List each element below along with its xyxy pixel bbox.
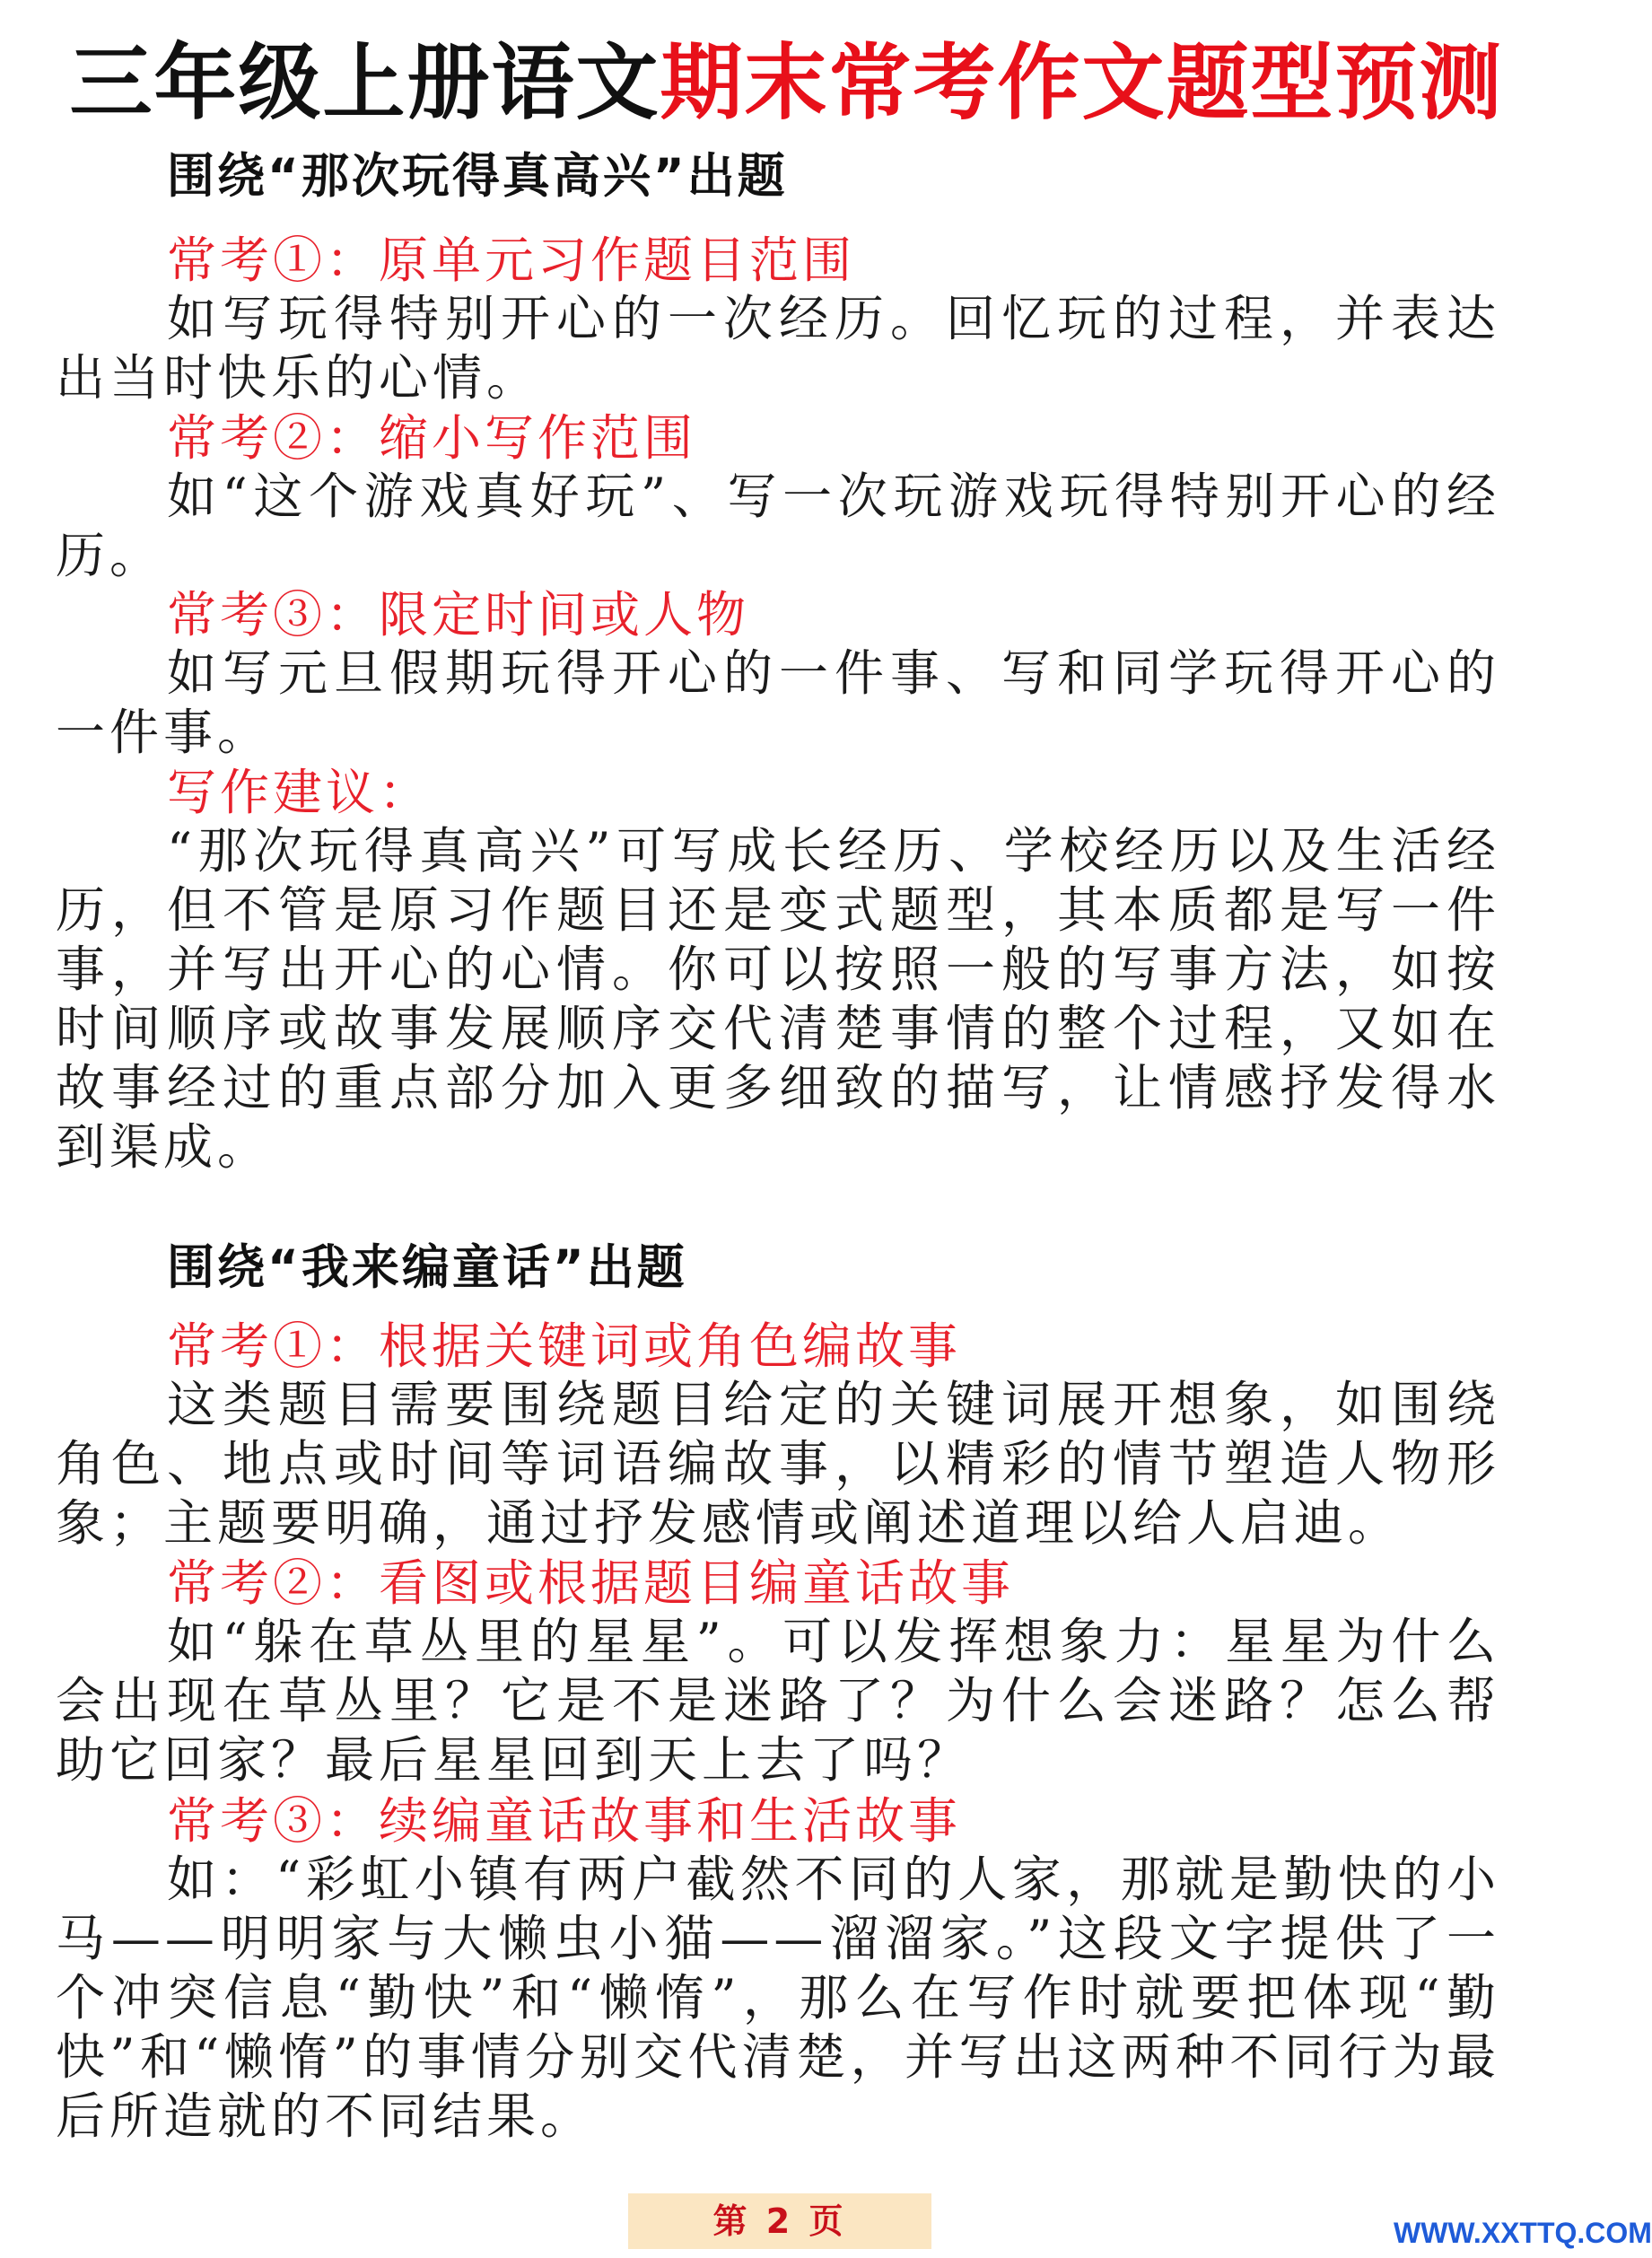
page-number-label: 第 2 页 [628,2193,931,2249]
section2-item1-label: 常考①：根据关键词或角色编故事 [167,1317,962,1375]
section2-item2-label: 常考②：看图或根据题目编童话故事 [167,1554,1015,1612]
section1-heading: 围绕“那次玩得真高兴”出题 [167,149,788,204]
section2-item1-text: 这类题目需要围绕题目给定的关键词展开想象，如围绕角色、地点或时间等词语编故事，以精彩的情节塑造人物形象；主题要明确，通过抒发感情或阐述道理以给人启迪。 [56,1376,1500,1552]
section2-item3-text: 如：“彩虹小镇有两户截然不同的人家，那就是勤快的小马——明明家与大懒虫小猫——溜溜家。”这段文字提供了一个冲突信息“勤快”和“懒惰”，那么在写作时就要把体现“勤快”和“懒惰”的事情分别交代清楚，并写出这两种不同行为最后所造就的不同结果。 [56,1851,1500,2145]
title-part-black: 三年级上册语文 [69,35,660,131]
section1-item3-label: 常考③：限定时间或人物 [167,586,750,643]
section1-advice-text: “那次玩得真高兴”可写成长经历、学校经历以及生活经历，但不管是原习作题目还是变式题型，其本质都是写一件事，并写出开心的心情。你可以按照一般的写事方法，如按时间顺序或故事发展顺序交代清楚事情的整个过程，又如在故事经过的重点部分加入更多细致的描写，让情感抒发得水到渠成。 [56,822,1500,1176]
section1-item1-label: 常考①：原单元习作题目范围 [167,232,856,289]
section1-item3-text: 如写元旦假期玩得开心的一件事、写和同学玩得开心的一件事。 [56,644,1500,761]
section1-item2-text: 如“这个游戏真好玩”、写一次玩游戏玩得特别开心的经历。 [56,468,1500,584]
title-part-red: 期末常考作文题型预测 [660,35,1504,131]
section1-item1-text: 如写玩得特别开心的一次经历。回忆玩的过程，并表达出当时快乐的心情。 [56,290,1500,407]
section1-item2-label: 常考②：缩小写作范围 [167,409,697,467]
section2-item3-label: 常考③：续编童话故事和生活故事 [167,1792,962,1850]
section1-advice-label: 写作建议： [167,764,433,821]
page-title [0,34,1573,133]
site-watermark: WWW.XXTTQ.COM [1394,2217,1652,2249]
section2-item2-text: 如“躲在草丛里的星星”。可以发挥想象力：星星为什么会出现在草丛里？它是不是迷路了？为什么会迷路？怎么帮助它回家？最后星星回到天上去了吗？ [56,1613,1500,1789]
section2-heading: 围绕“我来编童话”出题 [167,1240,687,1295]
